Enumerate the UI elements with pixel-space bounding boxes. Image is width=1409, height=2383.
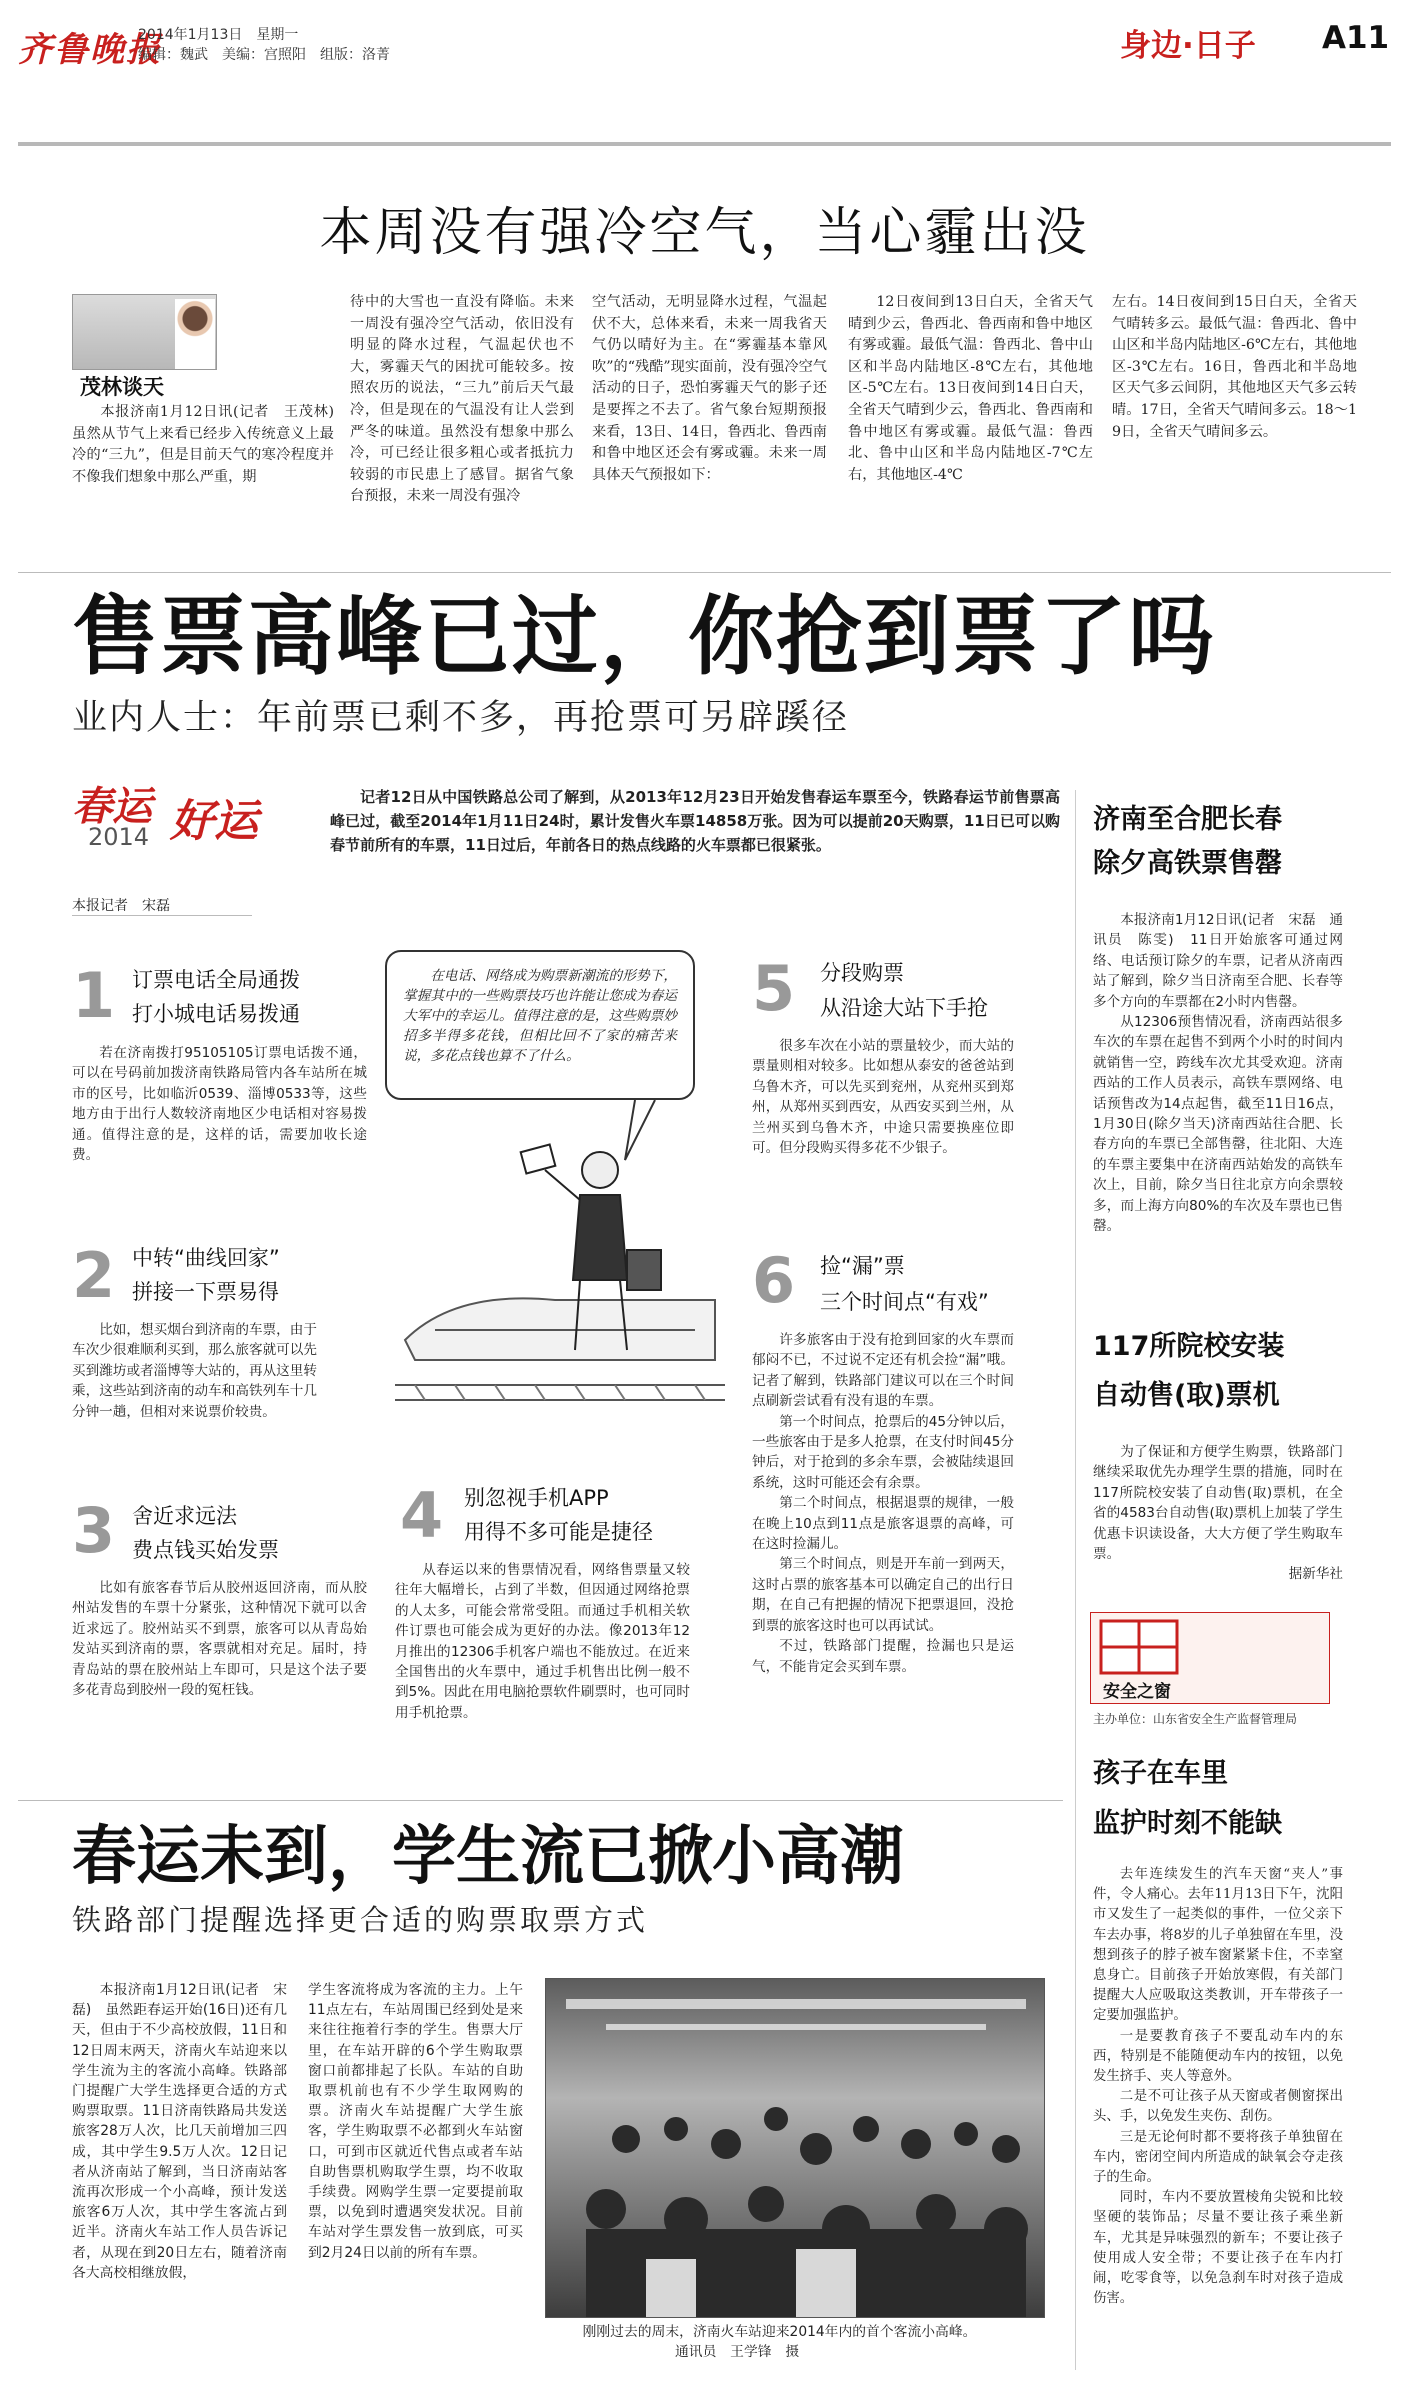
logo-text-2: 好运 bbox=[170, 796, 258, 847]
hefei-para-2: 从12306预售情况看，济南西站很多车次的车票在起售不到两个小时的时间内就销售一空，跨线车次尤其受欢迎。济南西站的工作人员表示，高铁车票网络、电话预售改为14点起售，截至11日16点，1月30日(除夕当天)济南西站往合肥、长春方向的车票已全部售罄，往北阳、大连的车票主要集中在济南西站始发的高铁车次上，目前，除夕当日往北京方向余票较多，而上海方向80%的车次及车票也已售罄。 bbox=[1093, 1014, 1343, 1235]
safety-window-name: 安全之窗 bbox=[1103, 1682, 1171, 1702]
hefei-title-line1: 济南至合肥长春 bbox=[1093, 804, 1282, 835]
school-title-line1: 117所院校安装 bbox=[1093, 1331, 1285, 1362]
byline-rule bbox=[72, 915, 252, 916]
tip-1-title-line2: 打小城电话易拨通 bbox=[132, 1002, 300, 1026]
child-para-3: 二是不可让孩子从天窗或者侧窗探出头、手，以免发生夹伤、刮伤。 bbox=[1093, 2089, 1343, 2125]
hefei-para-1: 本报济南1月12日讯(记者 宋磊 通讯员 陈雯) 11日开始旅客可通过网络、电话预订除夕的车票，记者从济南西站了解到，除夕当日济南至合肥、长春等多个方向的车票都在2小时内售罄。 bbox=[1093, 912, 1343, 1010]
weather-headline: 本周没有强冷空气，当心霾出没 bbox=[319, 203, 1090, 263]
tips-speech-bubble bbox=[385, 950, 695, 1100]
tip-6-body bbox=[752, 1330, 1014, 1677]
student-col-2: 学生客流将成为客流的主力。上午11点左右，车站周围已经到处是来来往往拖着行李的学生。售票大厅里，在车站开辟的6个学生购取票窗口前都排起了长队。车站的自助取票机前也有不少学生取网购的票。济南火车站提醒广大学生旅客，学生购取票不必都到火车站窗口，可到市区就近代售点或者车站自助售票机购取学生票，均不收取手续费。网购学生票一定要提前取票，以免到时遭遇突发状况。目前车站对学生票发售一放到底，可买到2月24日以前的所有车票。 bbox=[308, 1982, 523, 2261]
child-para-5: 同时，车内不要放置棱角尖锐和比较坚硬的装饰品；尽量不要让孩子乘坐新车，尤其是异味强烈的新车；不要让孩子使用成人安全带；不要让孩子在车内打闹，吃零食等，以免急刹车时对孩子造成伤害。 bbox=[1093, 2190, 1343, 2307]
station-photo bbox=[545, 1978, 1045, 2318]
tip-number-1: 1 bbox=[72, 959, 116, 1032]
tip-6-para-4: 第三个时间点，则是开车前一到两天，这时占票的旅客基本可以确定自己的出行日期，在自己有把握的情况下把票退回，没抢到票的旅客这时也可以再试试。 bbox=[752, 1556, 1014, 1634]
tip-5-body: 很多车次在小站的票量较少，而大站的票量则相对较多。比如想从泰安的爸爸站到乌鲁木齐，可以先买到兖州，从兖州买到郑州，从郑州买到西安，从西安买到兰州，从兰州买到乌鲁木齐，中途只需要换座位即可。但分段购买得多花不少银子。 bbox=[752, 1038, 1014, 1157]
avatar-photo bbox=[175, 299, 215, 369]
weather-col-4: 12日夜间到13日白天，全省天气晴到少云，鲁西北、鲁西南和鲁中地区有雾或霾。最低气温：鲁西北、鲁中山区和半岛内陆地区-8℃左右，其他地区-5℃左右。13日夜间到14日白天，全省天气晴到少云，鲁西北、鲁西南和鲁中地区有雾或霾。最低气温：鲁西北、鲁中山区和半岛内陆地区-7℃左右，其他地区-4℃ bbox=[848, 294, 1093, 483]
child-body bbox=[1093, 1865, 1343, 2309]
safety-window-box bbox=[1090, 1612, 1330, 1704]
tip-4-title-line1: 别忽视手机APP bbox=[464, 1486, 609, 1510]
tip-number-2: 2 bbox=[72, 1239, 116, 1312]
bubble-text: 在电话、网络成为购票新潮流的形势下，掌握其中的一些购票技巧也许能让您成为春运大军中的幸运儿。值得注意的是，这些购票妙招多半得多花钱，但相比回不了家的痛苦来说，多花点钱也算不了什么。 bbox=[403, 968, 677, 1064]
tip-4-body: 从春运以来的售票情况看，网络售票量又较往年大幅增长，占到了半数，但因通过网络抢票的人太多，可能会常常受阻。而通过手机相关软件订票也可能会成为更好的办法。像2013年12月推出的12306手机客户端也不能放过。在近来全国售出的火车票中，通过手机售出比例一般不到5%。因此在用电脑抢票软件刷票时，也可同时用手机抢票。 bbox=[395, 1562, 690, 1721]
photo-credit: 通讯员 王学锋 摄 bbox=[675, 2344, 800, 2360]
safety-host: 主办单位：山东省安全生产监督管理局 bbox=[1093, 1712, 1298, 1726]
tip-1-title-line1: 订票电话全局通拨 bbox=[132, 968, 300, 992]
newspaper-logo: 齐鲁晚报 bbox=[18, 30, 162, 70]
chunyun-logo bbox=[72, 775, 287, 865]
student-divider bbox=[18, 1800, 1063, 1801]
crowd-photo-drawing bbox=[546, 1979, 1045, 2318]
traveler-illustration bbox=[395, 1100, 725, 1420]
ticket-headline: 售票高峰已过，你抢到票了吗 bbox=[72, 587, 1216, 687]
child-para-1: 去年连续发生的汽车天窗“夹人”事件，令人痛心。去年11月13日下午，沈阳市又发生了一起类似的事件，一位父亲下车去办事，将8岁的儿子单独留在车里，没想到孩子的脖子被车窗紧紧卡住，不幸窒息身亡。目前孩子开始放寒假，有关部门提醒大人应吸取这类教训，开车带孩子一定要加强监护。 bbox=[1093, 1867, 1343, 2024]
ticket-subhead: 业内人士：年前票已剩不多，再抢票可另辟蹊径 bbox=[72, 698, 850, 738]
weekday-text: 星期一 bbox=[256, 27, 299, 43]
hefei-body bbox=[1093, 910, 1343, 1237]
issue-date bbox=[138, 24, 298, 44]
tip-6-para-3: 第二个时间点，根据退票的规律，一般在晚上10点到11点是旅客退票的高峰，可在这时捡漏儿。 bbox=[752, 1495, 1014, 1553]
tip-6-title-line1: 捡“漏”票 bbox=[820, 1254, 905, 1278]
page-number: A11 bbox=[1322, 20, 1390, 56]
tip-6-para-1: 许多旅客由于没有抢到回家的火车票而郁闷不已，不过说不定还有机会捡“漏”哦。记者了解到，铁路部门建议可以在三个时间点刷新尝试看有没有退的车票。 bbox=[752, 1332, 1014, 1410]
tip-number-6: 6 bbox=[752, 1244, 796, 1317]
tip-4-title-line2: 用得不多可能是捷径 bbox=[464, 1520, 653, 1544]
train-drawing bbox=[395, 1298, 725, 1400]
tip-6-para-5: 不过，铁路部门提醒，捡漏也只是运气，不能肯定会买到车票。 bbox=[752, 1638, 1014, 1675]
tip-5-title-line2: 从沿途大站下手抢 bbox=[820, 996, 988, 1020]
hefei-title-line2: 除夕高铁票售罄 bbox=[1093, 848, 1282, 879]
bubble-tail bbox=[625, 1100, 655, 1160]
tip-2-title-line2: 拼接一下票易得 bbox=[132, 1280, 279, 1304]
school-para: 为了保证和方便学生购票，铁路部门继续采取优先办理学生票的措施，同时在117所院校安装了自动售(取)票机，在全省的4583台自动售(取)票机上加装了学生优惠卡识读设备，大大方便了学生购取车票。 bbox=[1093, 1444, 1343, 1563]
child-title-line1: 孩子在车里 bbox=[1093, 1758, 1228, 1789]
caption-text: 刚刚过去的周末，济南火车站迎来2014年内的首个客流小高峰。 bbox=[582, 2324, 977, 2340]
tip-number-3: 3 bbox=[72, 1494, 116, 1567]
tip-1-body: 若在济南拨打95105105订票电话拨不通，可以在号码前加拨济南铁路局管内各车站所在城市的区号，比如临沂0539、淄博0533等，这些地方由于出行人数较济南地区少电话相对容易拨通。值得注意的是，这样的话，需要加收长途费。 bbox=[72, 1045, 367, 1164]
tip-6-title-line2: 三个时间点“有戏” bbox=[820, 1290, 989, 1314]
date-text: 2014年1月13日 bbox=[138, 27, 243, 43]
student-subhead: 铁路部门提醒选择更合适的购票取票方式 bbox=[72, 1903, 649, 1937]
section-name: 身边·日子 bbox=[1120, 28, 1256, 64]
tip-3-title-line1: 舍近求远法 bbox=[132, 1504, 237, 1528]
weather-col-2: 待中的大雪也一直没有降临。未来一周没有强冷空气活动，依旧没有明显的降水过程，气温起伏也不大，雾霾天气的困扰可能较多。按照农历的说法，“三九”前后天气最冷，但是现在的气温没有让人尝到严冬的味道。虽然没有想象中那么冷，可已经让很多粗心或者抵抗力较弱的市民患上了感冒。据省气象台预报，未来一周没有强冷 bbox=[350, 294, 574, 505]
tip-5-title-line1: 分段购票 bbox=[820, 961, 904, 985]
child-para-4: 三是无论何时都不要将孩子单独留在车内，密闭空间内所造成的缺氧会夺走孩子的生命。 bbox=[1093, 2129, 1343, 2186]
weather-col-1: 本报济南1月12日讯(记者 王茂林) 虽然从节气上来看已经步入传统意义上最冷的“三九”，但是目前天气的寒冷程度并不像我们想象中那么严重，期 bbox=[72, 404, 349, 485]
ticket-byline: 本报记者 宋磊 bbox=[72, 898, 170, 914]
masthead-rule bbox=[18, 142, 1391, 146]
editors-line: 编辑：魏武 美编：宫照阳 组版：洛菁 bbox=[138, 47, 390, 63]
column-name: 茂林谈天 bbox=[80, 375, 164, 399]
tip-6-para-2: 第一个时间点，抢票后的45分钟以后，一些旅客由于是多人抢票，在支付时间45分钟后，对于抢到的多余车票，会被陆续退回系统，这时可能还会有余票。 bbox=[752, 1413, 1014, 1491]
school-title-line2: 自动售(取)票机 bbox=[1093, 1380, 1280, 1411]
logo-text-1: 春运 bbox=[72, 783, 152, 830]
weather-col-3: 空气活动，无明显降水过程，气温起伏不大，总体来看，未来一周我省天气仍以晴好为主。在“雾霾基本靠风吹”的“残酷”现实面前，没有强冷空气活动的日子，恐怕雾霾天气的影子还是要挥之不去了。省气象台短期预报来看，13日、14日，鲁西北、鲁西南和鲁中地区还会有雾或霾。未来一周具体天气预报如下： bbox=[592, 294, 827, 483]
column-avatar bbox=[72, 294, 217, 370]
ticket-lead: 记者12日从中国铁路总公司了解到，从2013年12月23日开始发售春运车票至今，铁路春运节前售票高峰已过，截至2014年1月11日24时，累计发售火车票14858万张。因为可以提前20天购票，11日已可以购春节前所有的车票，11日过后，年前各日的热点线路的火车票都已很紧张。 bbox=[330, 788, 1060, 854]
tip-2-title-line1: 中转“曲线回家” bbox=[132, 1246, 280, 1270]
student-headline: 春运未到，学生流已掀小高潮 bbox=[72, 1820, 904, 1894]
photo-caption bbox=[555, 2322, 1045, 2362]
school-credit: 据新华社 bbox=[1288, 1566, 1343, 1583]
window-icon bbox=[1099, 1619, 1179, 1675]
tip-3-title-line2: 费点钱买始发票 bbox=[132, 1538, 279, 1562]
tip-3-body: 比如有旅客春节后从胶州返回济南，而从胶州站发售的车票十分紧张，这种情况下就可以舍近求远了。胶州站买不到票，旅客可以从青岛始发站买到济南的票，客票就相对充足。届时，持青岛站的票在胶州站上车即可，只是这个法子要多花青岛到胶州一段的冤枉钱。 bbox=[72, 1580, 367, 1699]
child-para-2: 一是要教育孩子不要乱动车内的东西，特别是不能随便动车内的按钮，以免发生挤手、夹人等意外。 bbox=[1093, 2028, 1343, 2085]
tip-number-5: 5 bbox=[752, 952, 796, 1025]
student-col-1: 本报济南1月12日讯(记者 宋磊) 虽然距春运开始(16日)还有几天，但由于不少高校放假，11日和12日周末两天，济南火车站迎来以学生流为主的客流小高峰。铁路部门提醒广大学生选择更合适的方式购票取票。11日济南铁路局共发送旅客28万人次，比几天前增加三四成，其中学生9.5万人次。12日记者从济南站了解到，当日济南站客流再次形成一个小高峰，预计发送旅客6万人次，其中学生客流占到近半。济南火车站工作人员告诉记者，从现在到20日左右，随着济南各大高校相继放假， bbox=[72, 1982, 287, 2281]
tip-2-body: 比如，想买烟台到济南的车票，由于车次少很难顺利买到，那么旅客就可以先买到潍坊或者淄博等大站的，再从这里转乘，这些站到济南的动车和高铁列车十几分钟一趟，但相对来说票价较贵。 bbox=[72, 1322, 317, 1420]
sidebar-divider bbox=[1075, 790, 1076, 2370]
weather-col-5: 左右。14日夜间到15日白天，全省天气晴转多云。最低气温：鲁西北、鲁中山区和半岛内陆地区-6℃左右，其他地区-3℃左右。16日，鲁西北和半岛地区天气多云间阴，其他地区天气多云转晴。17日，全省天气晴间多云。18～19日，全省天气晴间多云。 bbox=[1112, 294, 1357, 440]
child-title-line2: 监护时刻不能缺 bbox=[1093, 1808, 1282, 1839]
school-body bbox=[1093, 1442, 1343, 1584]
logo-year: 2014 bbox=[88, 823, 150, 851]
section-divider bbox=[18, 572, 1391, 573]
tip-number-4: 4 bbox=[400, 1479, 444, 1552]
